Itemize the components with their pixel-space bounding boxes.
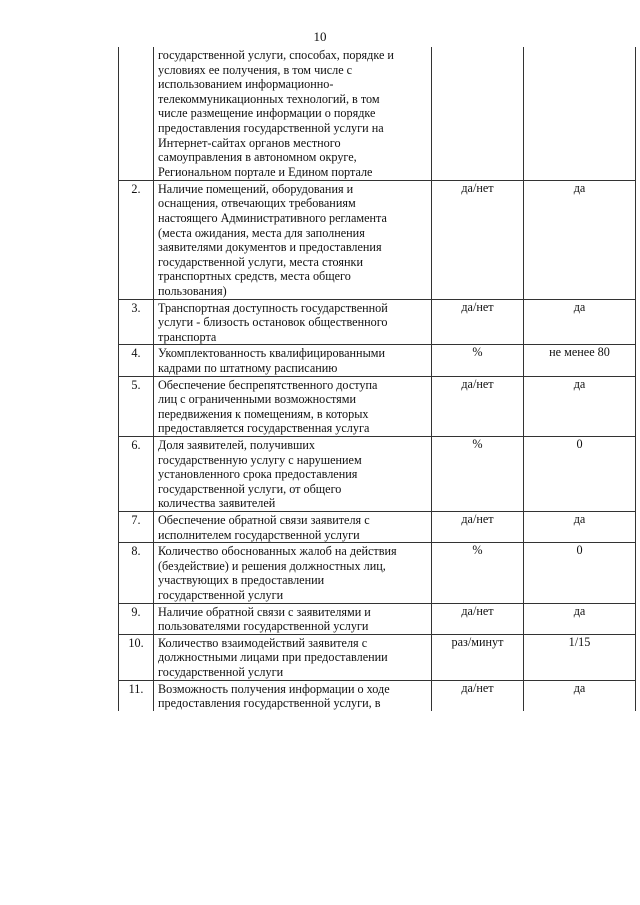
description-line: Обеспечение беспрепятственного доступа [158,377,378,392]
description-line: числе размещение информации о порядке [158,106,376,121]
description-line: транспортных средств, места общего [158,269,351,284]
row-number [119,47,154,180]
unit-of-measure: да/нет [432,512,524,543]
description-line: Транспортная доступность государственной [158,300,388,315]
description-line: предоставляется государственная услуга [158,421,370,436]
unit-of-measure: да/нет [432,299,524,345]
description-line: услуги - близость остановок общественного [158,315,388,330]
description-line: кадрами по штатному расписанию [158,361,338,376]
description-line: настоящего Административного регламента [158,211,387,226]
description-line: (места ожидания, места для заполнения [158,225,365,240]
normative-value: да [524,603,636,634]
unit-of-measure: % [432,345,524,376]
description-line: Обеспечение обратной связи заявителя с [158,513,370,528]
description-line: транспорта [158,329,217,344]
table-row [119,47,636,180]
row-number: 4. [119,345,154,376]
indicator-description [154,512,432,543]
indicator-description [154,603,432,634]
table-body [119,47,636,711]
page-number: 10 [313,29,327,44]
indicator-description [154,345,432,376]
description-line: пользователями государственной услуги [158,619,369,634]
unit-of-measure: да/нет [432,180,524,299]
row-number: 5. [119,376,154,436]
description-line: государственной услуги, способах, порядке и [158,48,394,62]
description-line: использованием информационно- [158,77,334,92]
normative-value [524,47,636,180]
row-number: 6. [119,437,154,512]
indicator-description [154,180,432,299]
description-line: условиях ее получения, в том числе с [158,62,353,77]
normative-value: не менее 80 [524,345,636,376]
description-line: предоставления государственной услуги, в [158,696,381,711]
description-line: самоуправления в автономном округе, [158,150,357,165]
table-row [119,437,636,512]
description-line: Доля заявителей, получивших [158,438,315,453]
description-line: государственной услуги, от общего [158,481,342,496]
indicator-description [154,543,432,603]
indicator-description [154,299,432,345]
description-line: Интернет-сайтах органов местного [158,135,341,150]
normative-value: да [524,512,636,543]
unit-of-measure: да/нет [432,680,524,711]
unit-of-measure [432,47,524,180]
description-line: государственной услуги [158,665,284,680]
row-number: 3. [119,299,154,345]
description-line: Региональном портале и Едином портале [158,164,373,179]
indicator-description [154,47,432,180]
description-line: заявителями документов и предоставления [158,240,382,255]
indicator-description [154,634,432,680]
description-line: Количество взаимодействий заявителя с [158,635,368,650]
description-line: установленного срока предоставления [158,467,358,482]
table-row [119,180,636,299]
description-line: должностными лицами при предоставлении [158,650,388,665]
table-row [119,680,636,711]
table-row [119,376,636,436]
unit-of-measure: раз/минут [432,634,524,680]
row-number: 8. [119,543,154,603]
description-line: пользования) [158,284,227,299]
description-line: (бездействие) и решения должностных лиц, [158,558,386,573]
description-line: Количество обоснованных жалоб на действия [158,544,397,559]
indicator-description [154,680,432,711]
normative-value: да [524,180,636,299]
description-line: Наличие обратной связи с заявителями и [158,604,371,619]
table-row [119,512,636,543]
quality-indicators-table [118,47,636,711]
row-number: 2. [119,180,154,299]
unit-of-measure: % [432,437,524,512]
unit-of-measure: да/нет [432,376,524,436]
table-row [119,634,636,680]
description-line: Наличие помещений, оборудования и [158,181,354,196]
normative-value: да [524,299,636,345]
description-line: государственной услуги, места стоянки [158,254,363,269]
normative-value: да [524,376,636,436]
description-line: Укомплектованность квалифицированными [158,346,386,361]
description-line: лиц с ограниченными возможностями [158,392,356,407]
description-line: Возможность получения информации о ходе [158,681,390,696]
row-number: 9. [119,603,154,634]
indicator-description [154,437,432,512]
normative-value: 0 [524,543,636,603]
row-number: 7. [119,512,154,543]
description-line: телекоммуникационных технологий, в том [158,91,380,106]
table-row [119,543,636,603]
table-row [119,345,636,376]
table-row [119,603,636,634]
row-number: 11. [119,680,154,711]
unit-of-measure: да/нет [432,603,524,634]
normative-value: да [524,680,636,711]
indicator-description [154,376,432,436]
table-row [119,299,636,345]
description-line: оснащения, отвечающих требованиям [158,196,356,211]
normative-value: 0 [524,437,636,512]
description-line: государственной услуги [158,588,284,603]
description-line: участвующих в предоставлении [158,573,325,588]
description-line: количества заявителей [158,496,276,511]
description-line: предоставления государственной услуги на [158,120,384,135]
row-number: 10. [119,634,154,680]
normative-value: 1/15 [524,634,636,680]
description-line: исполнителем государственной услуги [158,527,360,542]
unit-of-measure: % [432,543,524,603]
description-line: передвижения к помещениям, в которых [158,406,369,421]
description-line: государственную услугу с нарушением [158,452,362,467]
